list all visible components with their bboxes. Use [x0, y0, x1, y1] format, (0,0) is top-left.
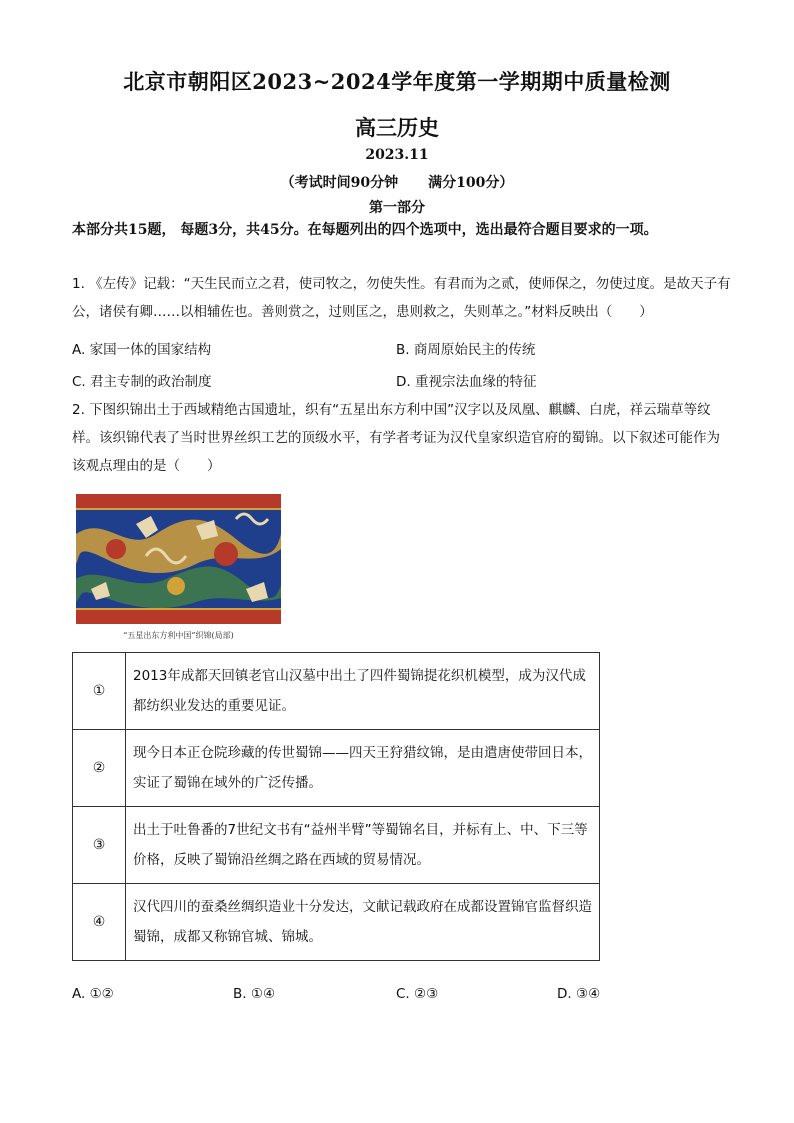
exam-subject: 高三历史 — [355, 115, 439, 140]
statement-number: ① — [73, 653, 126, 730]
q2-option-b: B. ①④ — [233, 986, 276, 1002]
question-2-stem: 2. 下图织锦出土于西域精绝古国遗址，织有“五星出东方利中国”汉字以及凤凰、麒麟、白虎，祥云瑞草等纹样。该织锦代表了当时世界丝织工艺的顶级水平，有学者考证为汉代皇家织造官府的蜀锦。以下叙述可能作为该观点理由的是（ ） — [72, 402, 720, 474]
table-row — [73, 807, 600, 884]
table-row — [73, 653, 600, 730]
statement-number: ② — [73, 730, 126, 807]
question-1-stem: 1. 《左传》记载：“天生民而立之君，使司牧之，勿使失性。有君而为之贰，使师保之，勿使过度。是故天子有公，诸侯有卿……以相辅佐也。善则赏之，过则匡之，患则救之，失则革之。”材料反映出（ ） — [72, 276, 731, 320]
q1-option-c: C. 君主专制的政治制度 — [72, 374, 212, 390]
statements-table — [72, 652, 600, 961]
exam-score: 满分100分） — [428, 175, 514, 191]
table-row — [73, 730, 600, 807]
statement-text: 汉代四川的蚕桑丝绸织造业十分发达，文献记载政府在成都设置锦官监督织造蜀锦，成都又称锦官城、锦城。 — [126, 884, 600, 961]
q2-option-c: C. ②③ — [396, 986, 439, 1002]
exam-time: （考试时间90分钟 — [280, 175, 399, 191]
table-row — [73, 884, 600, 961]
exam-title: 北京市朝阳区2023~2024学年度第一学期期中质量检测 — [123, 69, 671, 94]
section-instructions: 本部分共15题， 每题3分，共45分。在每题列出的四个选项中，选出最符合题目要求的一项。 — [72, 222, 658, 238]
exam-time-score — [0, 172, 794, 192]
q1-option-d: D. 重视宗法血缘的特征 — [396, 374, 537, 390]
q1-option-a: A. 家国一体的国家结构 — [72, 342, 212, 358]
exam-date: 2023.11 — [365, 147, 429, 163]
image-caption: “五星出东方利中国”织锦(局部) — [123, 631, 234, 640]
statement-text: 2013年成都天回镇老官山汉墓中出土了四件蜀锦提花织机模型，成为汉代成都纺织业发达的重要见证。 — [126, 653, 600, 730]
statement-text: 现今日本正仓院珍藏的传世蜀锦——四天王狩猎纹锦，是由遣唐使带回日本，实证了蜀锦在域外的广泛传播。 — [126, 730, 600, 807]
q1-option-b: B. 商周原始民主的传统 — [396, 342, 536, 358]
statement-number: ④ — [73, 884, 126, 961]
q2-option-a: A. ①② — [72, 986, 114, 1002]
q2-option-d: D. ③④ — [557, 986, 601, 1002]
statement-number: ③ — [73, 807, 126, 884]
brocade-image — [76, 494, 281, 624]
statement-text: 出土于吐鲁番的7世纪文书有“益州半臂”等蜀锦名目，并标有上、中、下三等价格，反映了蜀锦沿丝绸之路在西域的贸易情况。 — [126, 807, 600, 884]
part-heading: 第一部分 — [369, 200, 425, 216]
